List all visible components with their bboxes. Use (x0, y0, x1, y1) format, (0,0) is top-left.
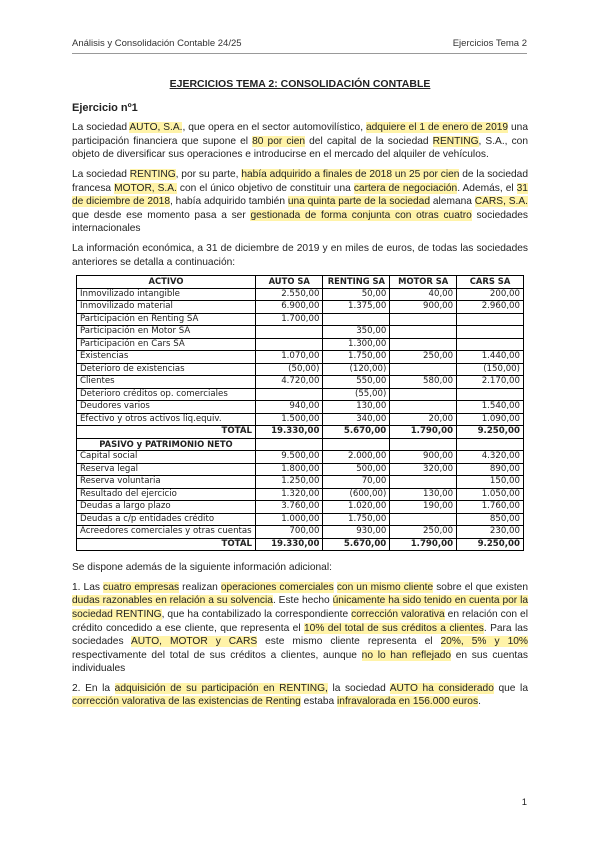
text-run: sobre el que existen (433, 581, 529, 593)
text-run: 2. En la (72, 682, 115, 694)
highlighted-text: dudas razonables en relación a su solvencia (72, 595, 273, 607)
highlighted-text: adquiere el 1 de enero de 2019 (365, 122, 509, 134)
value-cell: 200,00 (457, 288, 524, 301)
highlighted-text: corrección valorativa de las existencias de Renting (72, 696, 301, 708)
row-label-cell: Deudores varios (77, 401, 256, 414)
pasivo-row (77, 476, 524, 489)
col-header-cars: CARS SA (457, 276, 524, 289)
text-run: La sociedad (72, 122, 130, 134)
value-cell: 850,00 (457, 513, 524, 526)
value-cell: 190,00 (390, 501, 457, 514)
value-cell: 580,00 (390, 376, 457, 389)
value-cell: 2.170,00 (457, 376, 524, 389)
value-cell: 1.375,00 (323, 301, 390, 314)
value-cell: 1.500,00 (255, 413, 322, 426)
row-label-cell: Efectivo y otros activos liq.equiv. (77, 413, 256, 426)
value-cell: 1.790,00 (390, 426, 457, 439)
text-run: , por su parte, (175, 168, 242, 180)
col-header-renting: RENTING SA (323, 276, 390, 289)
highlighted-text: 10% del total de sus créditos a clientes (303, 622, 484, 634)
highlighted-text: corrección valorativa (351, 608, 445, 620)
row-label-cell: Inmovilizado intangible (77, 288, 256, 301)
row-label-cell: Reserva voluntaria (77, 476, 256, 489)
value-cell (457, 313, 524, 326)
highlighted-text: CARS, S.A. (474, 196, 529, 208)
row-label-cell: Acreedores comerciales y otras cuentas (77, 526, 256, 539)
text-run: que la (493, 682, 528, 694)
pasivo-total-row (77, 538, 524, 551)
empty-cell (323, 438, 390, 451)
activo-row (77, 288, 524, 301)
highlighted-text: cartera de negociación (353, 182, 458, 194)
value-cell (323, 313, 390, 326)
value-cell: (120,00) (323, 363, 390, 376)
info-item-2 (72, 682, 528, 709)
highlighted-text: gestionada de forma conjunta con otras cuatro (250, 209, 472, 221)
value-cell (457, 326, 524, 339)
pasivo-row (77, 488, 524, 501)
page-content (72, 78, 528, 715)
row-label-cell: TOTAL (77, 538, 256, 551)
highlighted-text: AUTO, MOTOR y CARS (131, 636, 258, 648)
value-cell: 50,00 (323, 288, 390, 301)
value-cell: 1.300,00 (323, 338, 390, 351)
value-cell: 9.250,00 (457, 538, 524, 551)
value-cell: 1.250,00 (255, 476, 322, 489)
value-cell: 1.440,00 (457, 351, 524, 364)
text-run: de la sociedad francesa (72, 168, 528, 194)
activo-row (77, 376, 524, 389)
value-cell (390, 363, 457, 376)
row-label-cell: Reserva legal (77, 463, 256, 476)
financial-table-wrapper (76, 275, 528, 551)
value-cell: 1.800,00 (255, 463, 322, 476)
activo-row (77, 313, 524, 326)
pasivo-row (77, 501, 524, 514)
highlighted-text: operaciones comerciales (220, 581, 334, 593)
value-cell: (600,00) (323, 488, 390, 501)
value-cell: 1.070,00 (255, 351, 322, 364)
value-cell (390, 388, 457, 401)
value-cell: 2.000,00 (323, 451, 390, 464)
text-run: . (478, 696, 481, 708)
text-run: alemana (430, 196, 475, 208)
activo-row (77, 351, 524, 364)
text-run: . Para las sociedades (72, 622, 528, 648)
paragraph-1 (72, 121, 528, 162)
row-label-cell: Deudas a largo plazo (77, 501, 256, 514)
text-run: La información económica, a 31 de diciembre de 2019 y en miles de euros, de todas las sociedades anteriores se detalla a continuación: (72, 242, 528, 268)
highlighted-text: MOTOR, S.A. (114, 182, 177, 194)
value-cell (390, 476, 457, 489)
value-cell: 2.960,00 (457, 301, 524, 314)
highlighted-text: RENTING (129, 168, 176, 180)
text-run: respectivamente del total de sus créditos a clientes, aunque (72, 649, 362, 661)
highlighted-text: adquisición de su participación en RENTING, (114, 682, 328, 694)
value-cell: 2.550,00 (255, 288, 322, 301)
value-cell: 1.750,00 (323, 513, 390, 526)
pasivo-row (77, 513, 524, 526)
value-cell: 40,00 (390, 288, 457, 301)
value-cell: 1.090,00 (457, 413, 524, 426)
value-cell: 940,00 (255, 401, 322, 414)
value-cell (390, 338, 457, 351)
highlighted-text: únicamente ha sido tenido en cuenta por la sociedad RENTING (72, 595, 528, 620)
value-cell: 4.320,00 (457, 451, 524, 464)
value-cell: 230,00 (457, 526, 524, 539)
value-cell: 700,00 (255, 526, 322, 539)
text-run: , que ha contabilizado la correspondiente (161, 608, 352, 620)
table-header-row (77, 276, 524, 289)
text-run: 1. Las (72, 581, 104, 593)
value-cell: 250,00 (390, 526, 457, 539)
col-header-motor: MOTOR SA (390, 276, 457, 289)
value-cell: 1.760,00 (457, 501, 524, 514)
pasivo-row (77, 451, 524, 464)
info-intro: Se dispone además de la siguiente información adicional: (72, 562, 332, 574)
col-header-activo: ACTIVO (77, 276, 256, 289)
empty-cell (390, 438, 457, 451)
activo-row (77, 338, 524, 351)
value-cell (457, 338, 524, 351)
highlighted-text: con un mismo cliente (336, 581, 434, 593)
document-title: EJERCICIOS TEMA 2: CONSOLIDACIÓN CONTABLE (169, 78, 431, 90)
text-run: . Además, el (457, 182, 517, 194)
text-run: , que opera en el sector automovilístico, (182, 122, 366, 134)
row-label-cell: Capital social (77, 451, 256, 464)
value-cell (457, 388, 524, 401)
row-label-cell: Existencias (77, 351, 256, 364)
value-cell: 9.500,00 (255, 451, 322, 464)
text-run: , S.A., con objeto de diversificar sus operaciones e introducirse en el mercado del alquiler de vehículos. (72, 135, 529, 161)
text-run: realizan (179, 581, 221, 593)
value-cell: (50,00) (255, 363, 322, 376)
row-label-cell: Clientes (77, 376, 256, 389)
highlighted-text: una quinta parte de la sociedad (287, 196, 431, 208)
exercise-title: Ejercicio nº1 (72, 101, 138, 114)
value-cell: 500,00 (323, 463, 390, 476)
value-cell: 130,00 (390, 488, 457, 501)
header-divider (72, 53, 527, 54)
text-run: del capital de la sociedad (305, 135, 433, 147)
value-cell: 5.670,00 (323, 426, 390, 439)
text-run: en sus cuentas individuales (72, 649, 529, 675)
value-cell: 1.750,00 (323, 351, 390, 364)
value-cell: 6.900,00 (255, 301, 322, 314)
value-cell: 1.790,00 (390, 538, 457, 551)
paragraph-2 (72, 168, 528, 236)
financial-table (76, 275, 524, 551)
value-cell: 70,00 (323, 476, 390, 489)
value-cell: 1.320,00 (255, 488, 322, 501)
activo-row (77, 388, 524, 401)
row-label-cell: Participación en Cars SA (77, 338, 256, 351)
value-cell: 320,00 (390, 463, 457, 476)
highlighted-text: infravalorada en 156.000 euros (337, 696, 479, 708)
info-item-1 (72, 581, 528, 676)
value-cell: 5.670,00 (323, 538, 390, 551)
page-number: 1 (521, 797, 527, 808)
value-cell: 350,00 (323, 326, 390, 339)
row-label-cell: Deterioro créditos op. comerciales (77, 388, 256, 401)
value-cell: 550,00 (323, 376, 390, 389)
text-run: la sociedad (327, 682, 390, 694)
col-header-auto: AUTO SA (255, 276, 322, 289)
pasivo-header-row (77, 438, 524, 451)
activo-row (77, 326, 524, 339)
paragraph-3 (72, 242, 528, 269)
header-left-text: Análisis y Consolidación Contable 24/25 (72, 38, 242, 49)
value-cell: (150,00) (457, 363, 524, 376)
value-cell: 19.330,00 (255, 426, 322, 439)
text-run: estaba (300, 696, 338, 708)
value-cell: 1.000,00 (255, 513, 322, 526)
row-label-cell: Participación en Motor SA (77, 326, 256, 339)
pasivo-row (77, 526, 524, 539)
text-run: . Este hecho (272, 595, 333, 607)
header-right-text: Ejercicios Tema 2 (452, 38, 527, 49)
highlighted-text: no lo han reflejado (361, 649, 452, 661)
activo-row (77, 413, 524, 426)
row-label-cell: Deudas a c/p entidades crédito (77, 513, 256, 526)
empty-cell (255, 438, 322, 451)
table-body (77, 288, 524, 551)
text-run: en relación con el crédito concedido a ese cliente, que representa el (72, 608, 528, 634)
intro-paragraphs (72, 121, 528, 269)
value-cell: 900,00 (390, 301, 457, 314)
text-run: este mismo cliente representa el (257, 636, 441, 648)
value-cell: 930,00 (323, 526, 390, 539)
highlighted-text: cuatro empresas (103, 581, 180, 593)
text-run: que desde ese momento pasa a ser (72, 209, 251, 221)
row-label-cell: Deterioro de existencias (77, 363, 256, 376)
highlighted-text: 80 por cien (252, 135, 306, 147)
text-run: sociedades internacionales (72, 209, 529, 235)
text-run: con el único objetivo de constituir una (176, 182, 354, 194)
value-cell: 19.330,00 (255, 538, 322, 551)
value-cell (255, 388, 322, 401)
highlighted-text: AUTO, S.A. (129, 122, 183, 134)
pasivo-row (77, 463, 524, 476)
value-cell (255, 326, 322, 339)
value-cell (255, 338, 322, 351)
value-cell: 3.760,00 (255, 501, 322, 514)
value-cell: 1.020,00 (323, 501, 390, 514)
value-cell: 20,00 (390, 413, 457, 426)
activo-row (77, 401, 524, 414)
activo-row (77, 363, 524, 376)
value-cell: 1.540,00 (457, 401, 524, 414)
row-label-cell: Resultado del ejercicio (77, 488, 256, 501)
highlighted-text: 20%, 5% y 10% (440, 636, 528, 648)
value-cell: 4.720,00 (255, 376, 322, 389)
value-cell: 9.250,00 (457, 426, 524, 439)
highlighted-text: AUTO ha considerado (389, 682, 494, 694)
pasivo-header-cell: PASIVO y PATRIMONIO NETO (77, 438, 256, 451)
row-label-cell: TOTAL (77, 426, 256, 439)
info-items (72, 581, 528, 709)
row-label-cell: Participación en Renting SA (77, 313, 256, 326)
value-cell (390, 401, 457, 414)
value-cell: 150,00 (457, 476, 524, 489)
value-cell: 1.700,00 (255, 313, 322, 326)
empty-cell (457, 438, 524, 451)
value-cell: (55,00) (323, 388, 390, 401)
highlighted-text: había adquirido a finales de 2018 un 25 por cien (241, 168, 460, 180)
value-cell: 340,00 (323, 413, 390, 426)
value-cell (390, 313, 457, 326)
value-cell: 1.050,00 (457, 488, 524, 501)
value-cell (390, 513, 457, 526)
value-cell: 130,00 (323, 401, 390, 414)
value-cell: 250,00 (390, 351, 457, 364)
text-run: La sociedad (72, 168, 130, 180)
activo-row (77, 301, 524, 314)
value-cell (390, 326, 457, 339)
value-cell: 900,00 (390, 451, 457, 464)
highlighted-text: 31 de diciembre de 2018 (72, 182, 528, 208)
text-run: , había adquirido también (170, 196, 288, 208)
row-label-cell: Inmovilizado material (77, 301, 256, 314)
activo-total-row (77, 426, 524, 439)
highlighted-text: RENTING (432, 135, 479, 147)
text-run: una participación financiera que supone el (72, 122, 528, 147)
value-cell: 890,00 (457, 463, 524, 476)
